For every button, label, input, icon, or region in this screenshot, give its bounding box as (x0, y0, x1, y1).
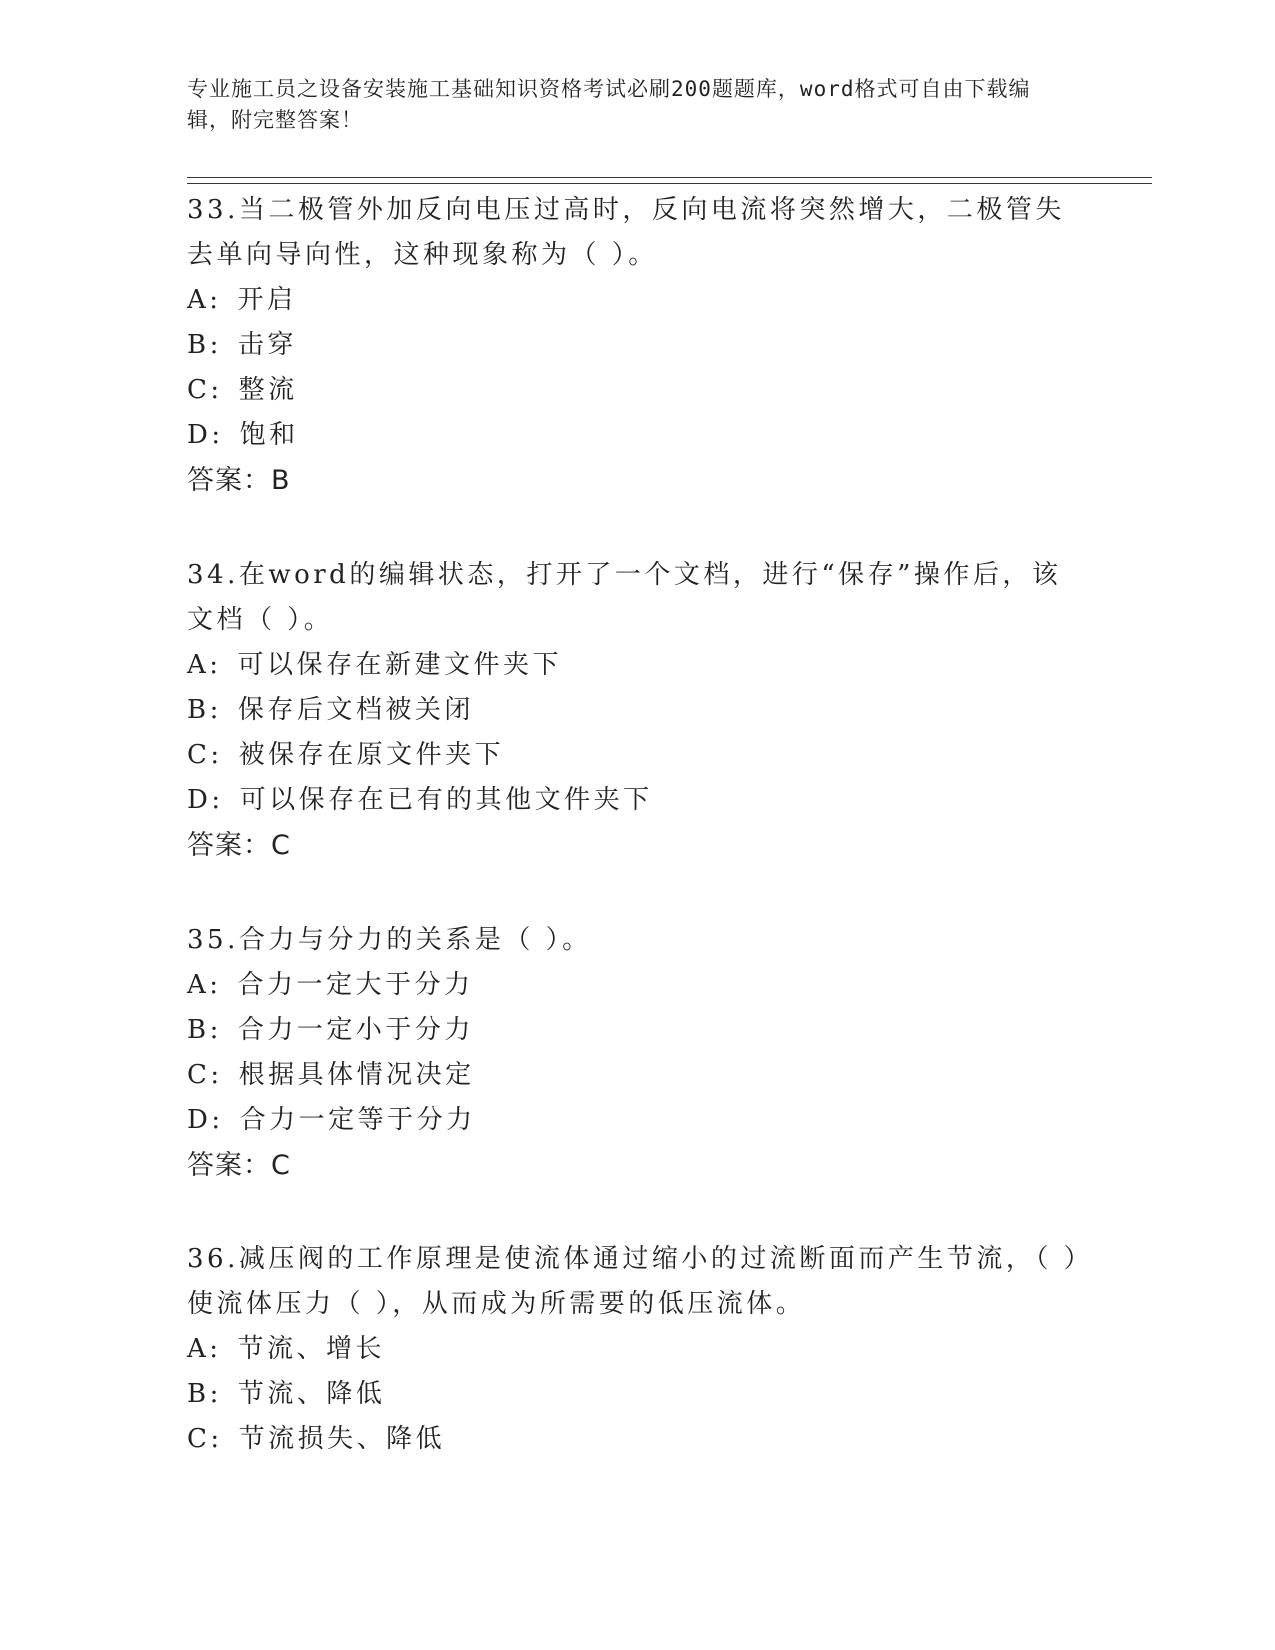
option-d (187, 1098, 1087, 1143)
option-text: 根据具体情况决定 (238, 1060, 475, 1090)
option-b (187, 1008, 1087, 1053)
option-letter: A: (187, 1334, 222, 1364)
option-letter: A: (187, 650, 222, 680)
question-stem: 34.在word的编辑状态，打开了一个文档，进行“保存”操作后，该文档（ ）。 (187, 560, 1062, 635)
option-letter: A: (187, 970, 222, 1000)
option-letter: C: (187, 740, 223, 770)
option-letter: C: (187, 375, 223, 405)
option-text: 合力一定大于分力 (237, 970, 474, 1000)
question-33 (187, 188, 1087, 503)
question-stem: 33.当二极管外加反向电压过高时，反向电流将突然增大，二极管失去单向导向性，这种现象称为（ ）。 (187, 195, 1065, 270)
option-letter: B: (187, 1015, 222, 1045)
option-letter: B: (187, 330, 222, 360)
option-text: 节流、降低 (237, 1379, 386, 1409)
option-text: 击穿 (237, 330, 297, 360)
header-rule-bottom (187, 183, 1152, 184)
option-text: 开启 (237, 285, 297, 315)
option-a (187, 963, 1087, 1008)
option-b (187, 1372, 1087, 1417)
option-text: 节流损失、降低 (238, 1424, 446, 1454)
answer-line: 答案：C (187, 830, 291, 861)
option-c (187, 368, 1087, 413)
option-text: 合力一定等于分力 (239, 1105, 476, 1135)
option-text: 整流 (238, 375, 298, 405)
header-rule-top (187, 177, 1152, 178)
option-letter: C: (187, 1060, 223, 1090)
option-letter: D: (187, 420, 224, 450)
option-c (187, 1053, 1087, 1098)
question-34 (187, 553, 1087, 868)
option-text: 饱和 (239, 420, 299, 450)
question-36 (187, 1237, 1087, 1462)
option-text: 合力一定小于分力 (237, 1015, 474, 1045)
option-a (187, 1327, 1087, 1372)
question-stem: 36.减压阀的工作原理是使流体通过缩小的过流断面而产生节流，（ ）使流体压力（ ），从而成为所需要的低压流体。 (187, 1244, 1081, 1319)
option-letter: A: (187, 285, 222, 315)
option-letter: B: (187, 695, 222, 725)
question-stem: 35.合力与分力的关系是（ ）。 (187, 925, 592, 955)
option-letter: B: (187, 1379, 222, 1409)
answer-line: 答案：C (187, 1150, 291, 1181)
option-letter: D: (187, 1105, 224, 1135)
answer-line: 答案：B (187, 465, 291, 496)
option-text: 被保存在原文件夹下 (238, 740, 505, 770)
option-b (187, 323, 1087, 368)
question-35 (187, 918, 1087, 1188)
option-letter: D: (187, 785, 224, 815)
option-b (187, 688, 1087, 733)
option-d (187, 413, 1087, 458)
option-text: 可以保存在已有的其他文件夹下 (239, 785, 653, 815)
option-text: 节流、增长 (237, 1334, 386, 1364)
option-a (187, 278, 1087, 323)
document-header: 专业施工员之设备安装施工基础知识资格考试必刷200题题库，word格式可自由下载编辑，附完整答案！ (187, 77, 1031, 132)
option-a (187, 643, 1087, 688)
option-c (187, 1417, 1087, 1462)
option-d (187, 778, 1087, 823)
option-c (187, 733, 1087, 778)
option-text: 保存后文档被关闭 (237, 695, 474, 725)
option-letter: C: (187, 1424, 223, 1454)
option-text: 可以保存在新建文件夹下 (237, 650, 563, 680)
